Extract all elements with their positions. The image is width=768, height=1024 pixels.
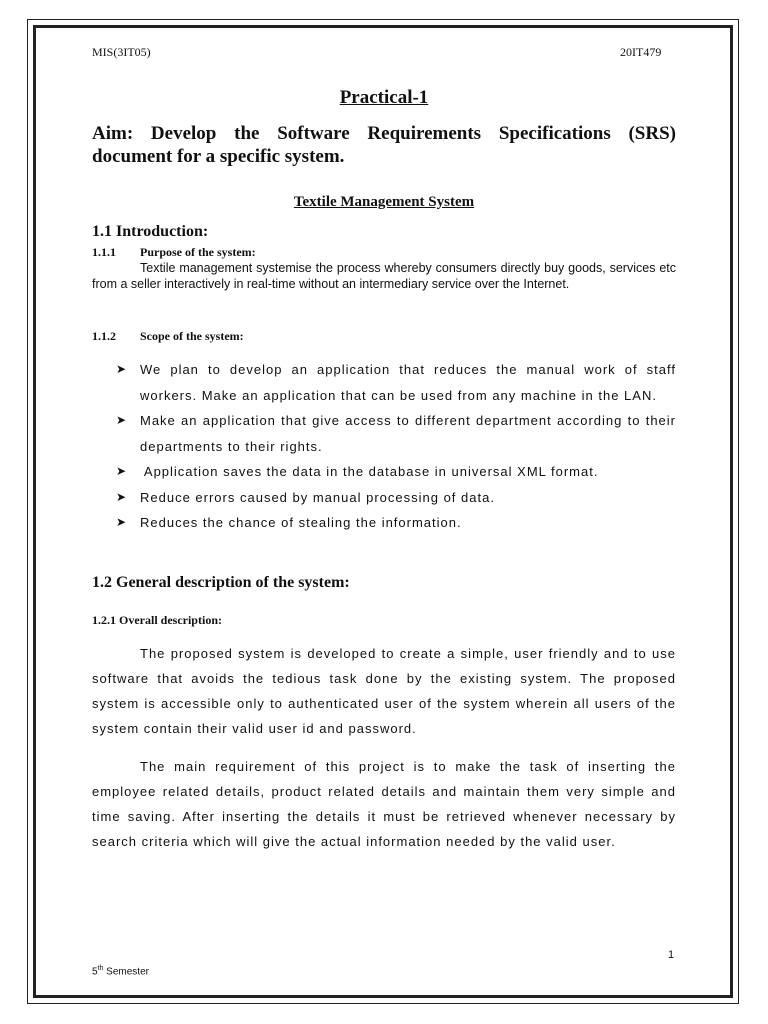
subsection-1-1-1-heading [92, 245, 256, 260]
header-student-id: 20IT479 [620, 45, 662, 59]
arrow-bullet-icon: ➤ [116, 489, 128, 504]
list-item: ➤ We plan to develop an application that reduces the manual work of staff workers. Make an application that can be used from any machine in the LAN. [116, 357, 676, 408]
subsection-1-2-1-heading: 1.2.1 Overall description: [92, 613, 222, 627]
page-title: Practical-1 [339, 87, 429, 108]
semester-footer: 5th Semester [92, 965, 149, 978]
aim-statement [92, 122, 676, 168]
arrow-bullet-icon: ➤ [116, 464, 128, 478]
aim-line-2: document for a specific system. [92, 146, 345, 167]
header-course: MIS(3IT05) [92, 45, 151, 59]
arrow-bullet-icon: ➤ [116, 413, 128, 427]
purpose-paragraph [92, 261, 676, 292]
subsection-number: 1.1.1 [92, 245, 116, 259]
scope-bullet-list [116, 357, 676, 536]
system-title: Textile Management System [293, 194, 475, 210]
arrow-bullet-icon: ➤ [116, 515, 128, 529]
list-item: ➤ Make an application that give access to different department according to their departments to their rights. [116, 408, 676, 459]
subsection-title: Purpose of the system: [140, 245, 256, 259]
list-item: ➤ Application saves the data in the database in universal XML format. [116, 459, 676, 485]
subsection-1-1-2-heading [92, 329, 244, 344]
overall-description-paragraph-1: The proposed system is developed to create a simple, user friendly and to use software that avoids the tedious task done by the existing system. The proposed system is accessible only to authenticated user of the system wherein all users of the system contain their valid user id and password. [92, 646, 676, 736]
section-1-1-heading: 1.1 Introduction: [92, 223, 209, 240]
aim-line-1: Aim: Develop the Software Requirements Specifications (SRS) [92, 123, 676, 144]
section-1-2-heading: 1.2 General description of the system: [92, 574, 350, 591]
list-item: ➤ Reduces the chance of stealing the information. [116, 510, 676, 536]
page-number: 1 [668, 949, 675, 961]
purpose-text: Textile management systemise the process whereby consumers directly buy goods, services etc from a seller interactively in real-time without an intermediary service over the Internet. [92, 261, 676, 291]
subsection-title: Scope of the system: [140, 329, 244, 343]
arrow-bullet-icon: ➤ [116, 362, 128, 376]
overall-description-paragraph-2: The main requirement of this project is to make the task of inserting the employee related details, product related details and maintain them very simple and time saving. After inserting the details it must be retrieved whenever necessary by search criteria which will give the actual information needed by the valid user. [92, 759, 676, 849]
subsection-number: 1.1.2 [92, 329, 116, 343]
list-item: ➤ Reduce errors caused by manual processing of data. [116, 485, 676, 511]
